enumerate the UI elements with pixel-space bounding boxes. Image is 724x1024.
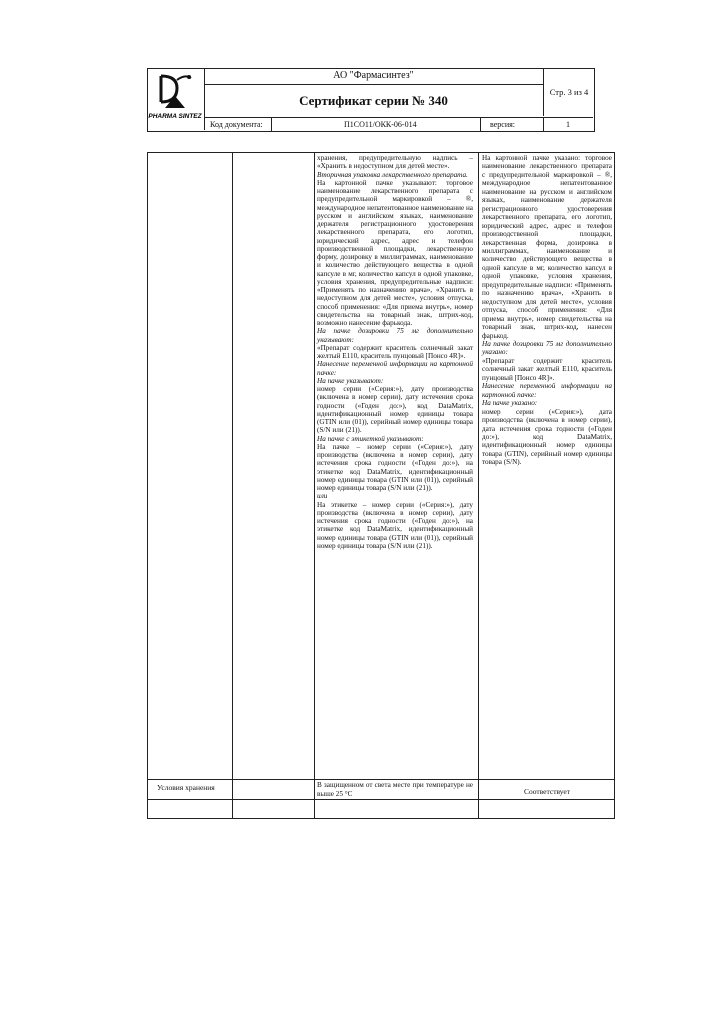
requirements-column <box>317 154 473 550</box>
code-value: П1СО11/ОКК-06-014 <box>344 120 417 129</box>
version-value: 1 <box>566 120 570 129</box>
paragraph: номер серии («Серия:»), дата производства (включена в номер серии), дата истечения срока годности («Годен до:»), код DataMatrix, идентификационный номер единицы товара (GTIN), серийный номер единицы товара (S/N). <box>482 407 612 467</box>
storage-conditions-label: Условия хранения <box>157 783 215 792</box>
paragraph: Нанесение переменной информации на картонной пачке: <box>317 360 473 377</box>
logo-text: PHARMA SINTEZ <box>148 113 202 120</box>
paragraph: На этикетке – номер серии («Серия:»), дату производства (включена в номер серии), дату истечения срока годности («Годен до:»), на этикетке код DataMatrix, идентификационный номер единицы товара (GTIN или (01)), серийный номер единицы товара (S/N или (21)). <box>317 500 473 550</box>
page-number: Стр. 3 из 4 <box>543 68 594 116</box>
paragraph: На пачке указано: <box>482 399 538 408</box>
storage-requirement: В защищенном от света месте при температуре не выше 25 °С <box>317 781 473 798</box>
results-column <box>482 154 612 467</box>
code-label: Код документа: <box>210 120 263 129</box>
storage-result: Соответствует <box>523 787 571 796</box>
document-code-row <box>204 117 593 131</box>
paragraph: На пачке с этикеткой указывают: <box>317 434 424 443</box>
paragraph: Нанесение переменной информации на картонной пачке: <box>482 382 612 399</box>
paragraph: На пачке указывают: <box>317 376 384 385</box>
paragraph: или <box>317 492 328 501</box>
version-label: версия: <box>490 120 516 129</box>
certificate-title: Сертификат серии № 340 <box>299 93 448 108</box>
company-logo <box>147 68 205 130</box>
paragraph: На картонной пачке указано: торговое наименование лекарственного препарата с предупредительной маркировкой – ®, международное непатентованное наименование на русском и английском языках, наименование держателя регистрационного удостоверения лекарственного препарата, его логотип, юридический адрес, адрес и телефон производственной площадки, лекарственная форма, дозировка в миллиграммах, наименование и количество действующего вещества в одной капсуле в мг, количество капсул в одной упаковке, условия хранения, предупредительные надписи: «Применять по назначению врача», «Хранить в недоступном для детей месте», условия отпуска, способ применения: «Для приема внутрь», номер свидетельства на товарный знак, штрих-код, нанесен фарькод. <box>482 154 612 340</box>
paragraph: На пачке дозировки 75 мг дополнительно указано: <box>482 339 612 357</box>
paragraph: На пачке – номер серии («Серия:»), дату производства (включена в номер серии), дату истечения срока годности («Годен до:»), на этикетке код DataMatrix, идентификационный номер единицы товара (GTIN или (01)), серийный номер единицы товара (S/N или (21)). <box>317 442 473 492</box>
paragraph: «Препарат содержит краситель солнечный закат желтый Е110, краситель пунцовый [Понсо 4R]». <box>317 343 473 360</box>
paragraph: номер серии («Серия:»), дату производства (включена в номер серии), дату истечения срока годности («Годен до:»), код DataMatrix, идентификационный номер единицы товара (GTIN или (01)), серийный номер единицы товара (S/N или (21)). <box>317 385 473 435</box>
company-name: АО "Фармасинтез" <box>204 68 543 85</box>
paragraph: «Препарат содержит краситель солнечный закат желтый Е110, краситель пунцовый [Понсо 4R]». <box>482 356 612 382</box>
pharmasintez-logo-icon <box>147 68 204 130</box>
paragraph: На картонной пачке указывают: торговое наименование лекарственного препарата с предупредительной маркировкой – ®, международное непатентованное наименование на русском и английском языках, наименование держателя регистрационного удостоверения лекарственного препарата, его логотип, юридический адрес, адрес и телефон производственной площадки, лекарственную форму, дозировку в миллиграммах, наименование и количество действующего вещества в одной капсуле в мг, количество капсул в одной упаковке, условия хранения, предупредительные надписи: «Применять по назначению врача», «Хранить в недоступном для детей месте», условия отпуска, способ применения: «Для приема внутрь», номер свидетельства на товарный знак, штрих-код, возможно нанесение фарькода. <box>317 178 473 327</box>
paragraph: Вторичная упаковка лекарственного препарата. <box>317 170 468 179</box>
paragraph: На пачке дозировки 75 мг дополнительно указывают: <box>317 327 473 344</box>
paragraph: хранения, предупредительную надпись – «Хранить в недоступном для детей месте». <box>317 154 473 171</box>
